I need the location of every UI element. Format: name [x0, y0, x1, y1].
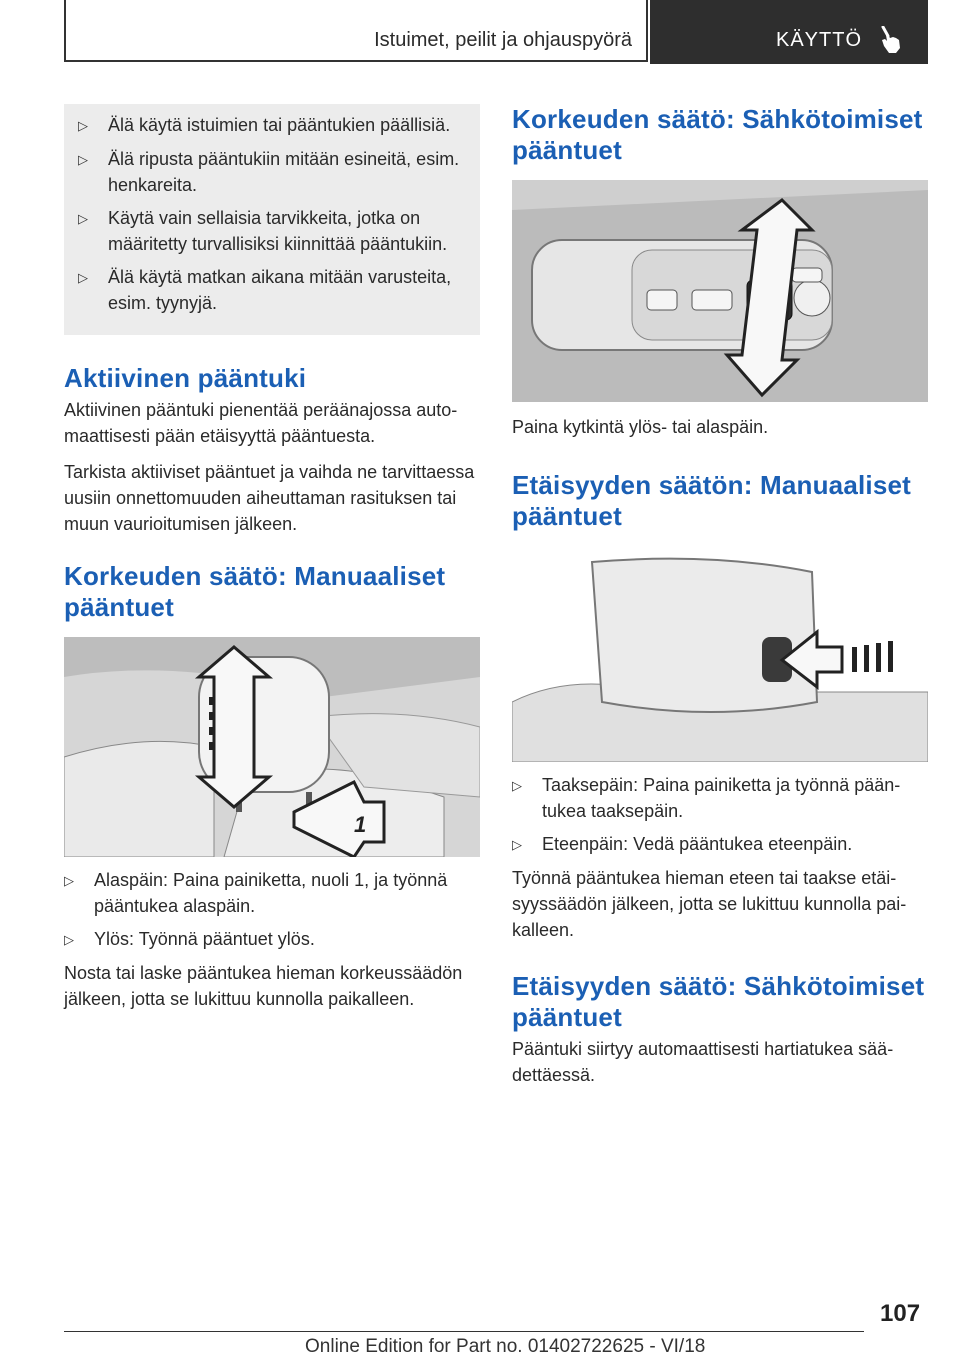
edition-note: Online Edition for Part no. 01402722625 - VI/18 [305, 1336, 706, 1357]
right-column [512, 104, 928, 1088]
electric-switch-illustration [512, 180, 928, 402]
seat-switch-drawing [512, 180, 928, 402]
section-heading-manual-distance: Etäisyyden säätön: Manuaaliset pääntuet [512, 470, 912, 531]
section-heading-electric-height: Korkeuden säätö: Sähkötoimiset pääntuet [512, 104, 923, 165]
manual-headrest-illustration [64, 637, 480, 857]
bullet-triangle-icon: ▷ [78, 118, 88, 133]
paragraph: Pääntuki siirtyy automaattisesti hartiatukea säädettäessä. [512, 1039, 894, 1085]
list-item: ▷ Käytä vain sellaisia tarvikkeita, jotka on määritetty turvallisiksi kiinnittää pääntukiin. [78, 205, 470, 257]
bullet-triangle-icon: ▷ [78, 211, 88, 226]
headrest-distance-drawing [512, 552, 928, 762]
bullet-triangle-icon: ▷ [78, 270, 88, 285]
left-column [64, 104, 480, 1012]
manual-height-list [64, 867, 480, 953]
distance-headrest-illustration [512, 552, 928, 762]
section-heading-active: Aktiivinen pääntuki [64, 363, 307, 393]
paragraph: Tarkista aktiiviset pääntuet ja vaihda ne tarvittaessa uusiin onnettomuuden aiheuttaman rasituksen tai muun vaurioitumisen jälkeen. [64, 462, 475, 534]
bullet-triangle-icon: ▷ [512, 837, 522, 852]
paragraph: Nosta tai laske pääntukea hieman korkeussäädön jälkeen, jotta se lukittuu kunnolla paikalleen. [64, 963, 463, 1009]
paragraph: Työnnä pääntukea hieman eteen tai taakse etäisyyssäädön jälkeen, jotta se lukittuu kunnolla paikalleen. [512, 868, 907, 940]
bullet-triangle-icon: ▷ [78, 152, 88, 167]
paragraph: Aktiivinen pääntuki pienentää peräänajossa automaattisesti pään etäisyyttä pääntuesta. [64, 400, 458, 446]
bullet-triangle-icon: ▷ [64, 873, 74, 888]
paragraph: Paina kytkintä ylös- tai alaspäin. [512, 417, 769, 437]
list-item: ▷ Älä käytä istuimien tai pääntukien päällisiä. [78, 112, 470, 139]
chapter-tab [650, 0, 928, 64]
list-item: ▷ Älä ripusta pääntukiin mitään esineitä, esim. henkareita. [78, 146, 470, 198]
page-number: 107 [880, 1300, 921, 1327]
callout-label: 1 [354, 812, 367, 837]
headrest-height-drawing [64, 637, 480, 857]
page-header [64, 0, 928, 64]
list-item: ▷ Alaspäin: Paina painiketta, nuoli 1, ja työnnä pääntukea alaspäin. [64, 867, 480, 919]
list-item: ▷ Taaksepäin: Paina painiketta ja työnnä pääntukea taaksepäin. [512, 772, 928, 824]
hand-pointer-icon [880, 26, 902, 54]
footer-divider [64, 1331, 864, 1332]
list-item: ▷ Älä käytä matkan aikana mitään varusteita, esim. tyynyjä. [78, 264, 470, 316]
bullet-triangle-icon: ▷ [64, 932, 74, 947]
section-heading-manual-height: Korkeuden säätö: Manuaaliset pääntuet [64, 561, 446, 622]
list-item: ▷ Ylös: Työnnä pääntuet ylös. [64, 926, 480, 953]
bullet-triangle-icon: ▷ [512, 778, 522, 793]
warning-box [64, 104, 480, 335]
list-item: ▷ Eteenpäin: Vedä pääntukea eteenpäin. [512, 831, 928, 858]
manual-distance-list [512, 772, 928, 858]
section-heading-electric-distance: Etäisyyden säätö: Sähkötoimiset pääntuet [512, 971, 925, 1032]
section-title-box [64, 0, 648, 62]
chapter-title: KÄYTTÖ [776, 29, 863, 51]
section-title: Istuimet, peilit ja ohjauspyörä [374, 29, 632, 51]
